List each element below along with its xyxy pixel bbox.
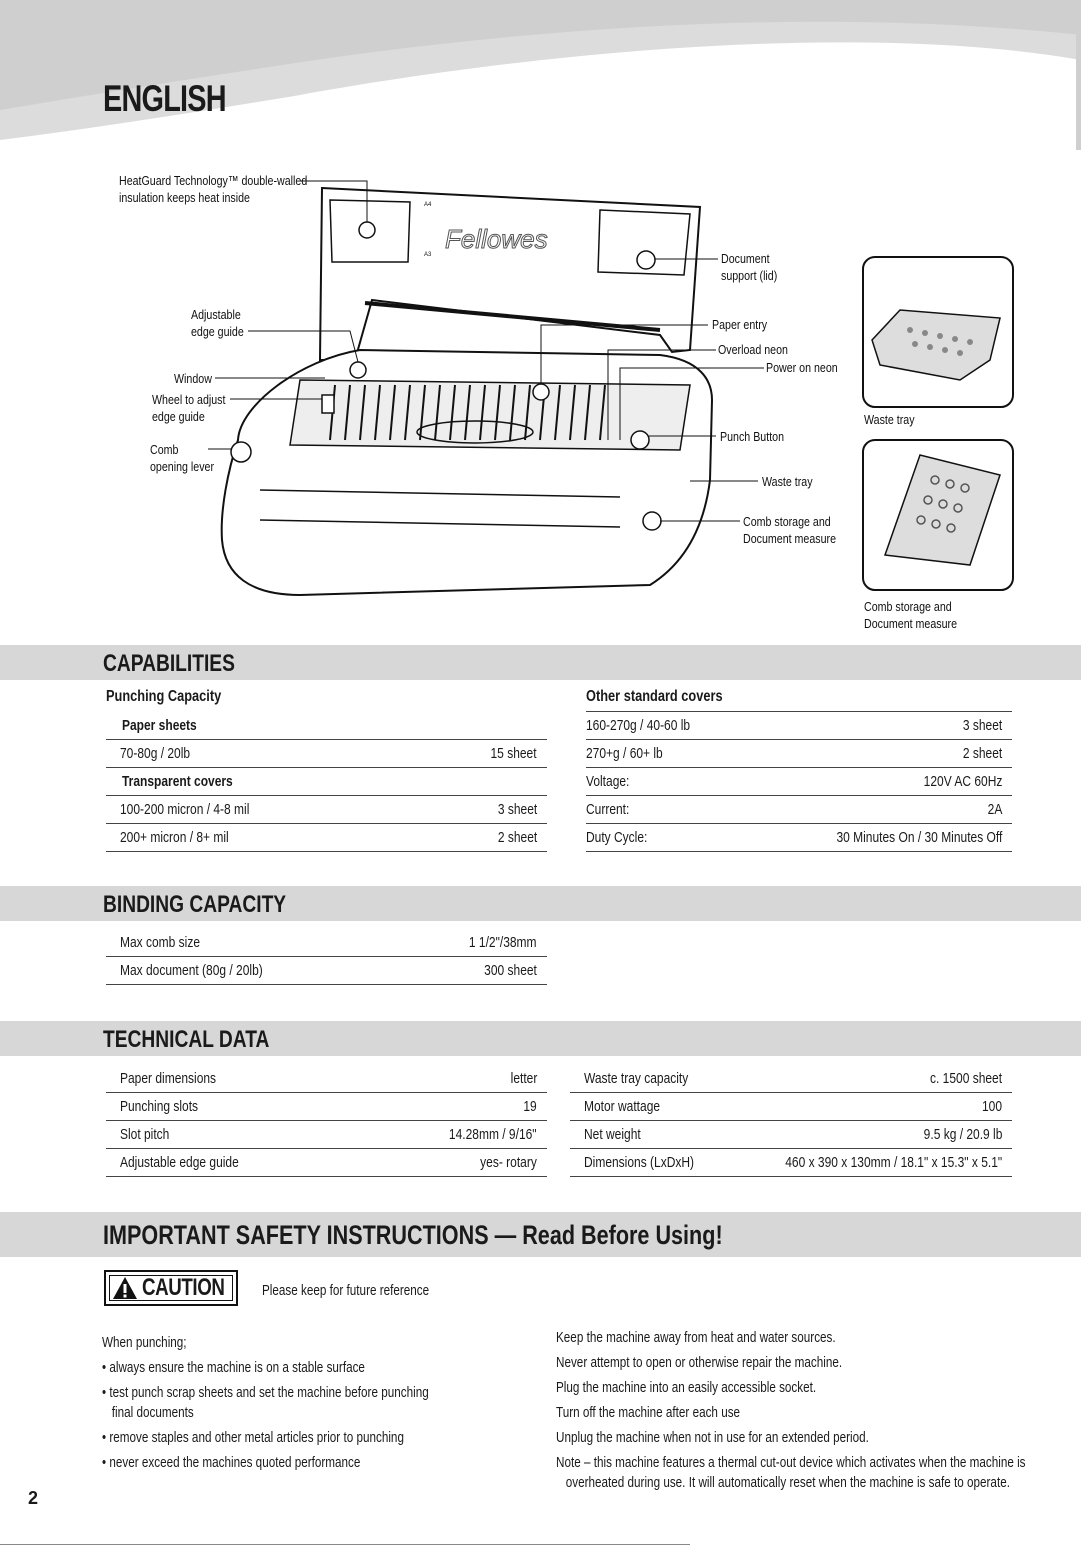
callout-heatguard: HeatGuard Technology™ double-walled insulation keeps heat inside: [119, 173, 308, 205]
safety-list-right: [556, 1328, 1081, 1498]
footer-rule: [0, 1544, 690, 1545]
callout-document-support: Document support (lid): [721, 251, 778, 283]
table-row: Slot pitch 14.28mm / 9/16": [106, 1121, 547, 1149]
capabilities-title: CAPABILITIES: [103, 650, 235, 677]
table-row: Paper dimensions letter: [106, 1065, 547, 1093]
table-row: Max comb size 1 1/2"/38mm: [106, 929, 547, 957]
table-row: 200+ micron / 8+ mil 2 sheet: [106, 824, 547, 852]
page-number: 2: [28, 1488, 39, 1508]
inset-caption-waste-tray: Waste tray: [864, 412, 915, 427]
table-row: Max document (80g / 20lb) 300 sheet: [106, 957, 547, 985]
table-row: Motor wattage 100: [570, 1093, 1012, 1121]
list-item: Turn off the machine after each use: [556, 1404, 741, 1421]
punching-capacity-heading: Punching Capacity: [106, 688, 222, 705]
binding-table: [106, 929, 547, 985]
table-row: Current: 2A: [586, 796, 1012, 824]
table-row: 270+g / 60+ lb 2 sheet: [586, 740, 1012, 768]
punching-capacity-table: [106, 684, 547, 852]
binding-title: BINDING CAPACITY: [103, 891, 287, 918]
list-item: Never attempt to open or otherwise repair the machine.: [556, 1354, 843, 1371]
callout-overload-neon: Overload neon: [718, 342, 788, 357]
caution-text: CAUTION: [142, 1274, 225, 1301]
keep-reference-note: Please keep for future reference: [262, 1282, 430, 1299]
warning-triangle-icon: [112, 1276, 138, 1300]
lid-mark-a4: A4: [424, 202, 432, 208]
table-row: 160-270g / 40-60 lb 3 sheet: [586, 712, 1012, 740]
table-row: 100-200 micron / 4-8 mil 3 sheet: [106, 796, 547, 824]
list-item: Keep the machine away from heat and water sources.: [556, 1329, 836, 1346]
table-row: Net weight 9.5 kg / 20.9 lb: [570, 1121, 1012, 1149]
transparent-covers-heading: Transparent covers: [106, 768, 547, 796]
table-row: Punching slots 19: [106, 1093, 547, 1121]
inset-caption-comb-storage: Comb storage and Document measure: [864, 599, 958, 631]
callout-paper-entry: Paper entry: [712, 317, 768, 332]
callout-comb-lever: Comb opening lever: [150, 442, 215, 474]
technical-right-table: [570, 1065, 1012, 1177]
table-row: Duty Cycle: 30 Minutes On / 30 Minutes Off: [586, 824, 1012, 852]
table-row: Waste tray capacity c. 1500 sheet: [570, 1065, 1012, 1093]
callout-comb-storage: Comb storage and Document measure: [743, 514, 837, 546]
callout-wheel: Wheel to adjust edge guide: [152, 392, 226, 424]
callout-window: Window: [174, 371, 212, 386]
language-title: ENGLISH: [103, 78, 226, 119]
list-item: Unplug the machine when not in use for an extended period.: [556, 1429, 869, 1446]
callout-punch-button: Punch Button: [720, 429, 785, 444]
table-row: Dimensions (LxDxH) 460 x 390 x 130mm / 18.1" x 15.3" x 5.1": [570, 1149, 1012, 1177]
table-row: Voltage: 120V AC 60Hz: [586, 768, 1012, 796]
safety-title: IMPORTANT SAFETY INSTRUCTIONS — Read Before Using!: [103, 1220, 723, 1250]
list-item: • never exceed the machines quoted performance: [102, 1454, 361, 1471]
list-item: • always ensure the machine is on a stable surface: [102, 1359, 365, 1376]
list-item: Plug the machine into an easily accessible socket.: [556, 1379, 817, 1396]
caution-label: [104, 1270, 238, 1306]
table-row: Adjustable edge guide yes- rotary: [106, 1149, 547, 1177]
safety-list-left: [102, 1333, 521, 1478]
lid-mark-a3: A3: [424, 252, 432, 258]
callout-power-neon: Power on neon: [766, 360, 838, 375]
list-item: • remove staples and other metal articles prior to punching: [102, 1429, 404, 1446]
list-item: When punching;: [102, 1334, 187, 1351]
other-covers-heading: Other standard covers: [586, 684, 1012, 712]
technical-title: TECHNICAL DATA: [103, 1026, 270, 1053]
callout-adjustable-edge-guide: Adjustable edge guide: [191, 307, 244, 339]
list-item: Note – this machine features a thermal cut-out device which activates when the machine is overheated during use. It will automatically reset when the machine is safe to operate.: [556, 1454, 1026, 1491]
list-item: • test punch scrap sheets and set the machine before punching final documents: [102, 1384, 429, 1421]
other-covers-table: [586, 684, 1012, 852]
callout-waste-tray: Waste tray: [762, 474, 813, 489]
paper-sheets-heading: Paper sheets: [106, 712, 547, 740]
header-band: [0, 0, 1081, 150]
brand-logo: Fellowes: [445, 224, 548, 254]
technical-left-table: [106, 1065, 547, 1177]
table-row: 70-80g / 20lb 15 sheet: [106, 740, 547, 768]
